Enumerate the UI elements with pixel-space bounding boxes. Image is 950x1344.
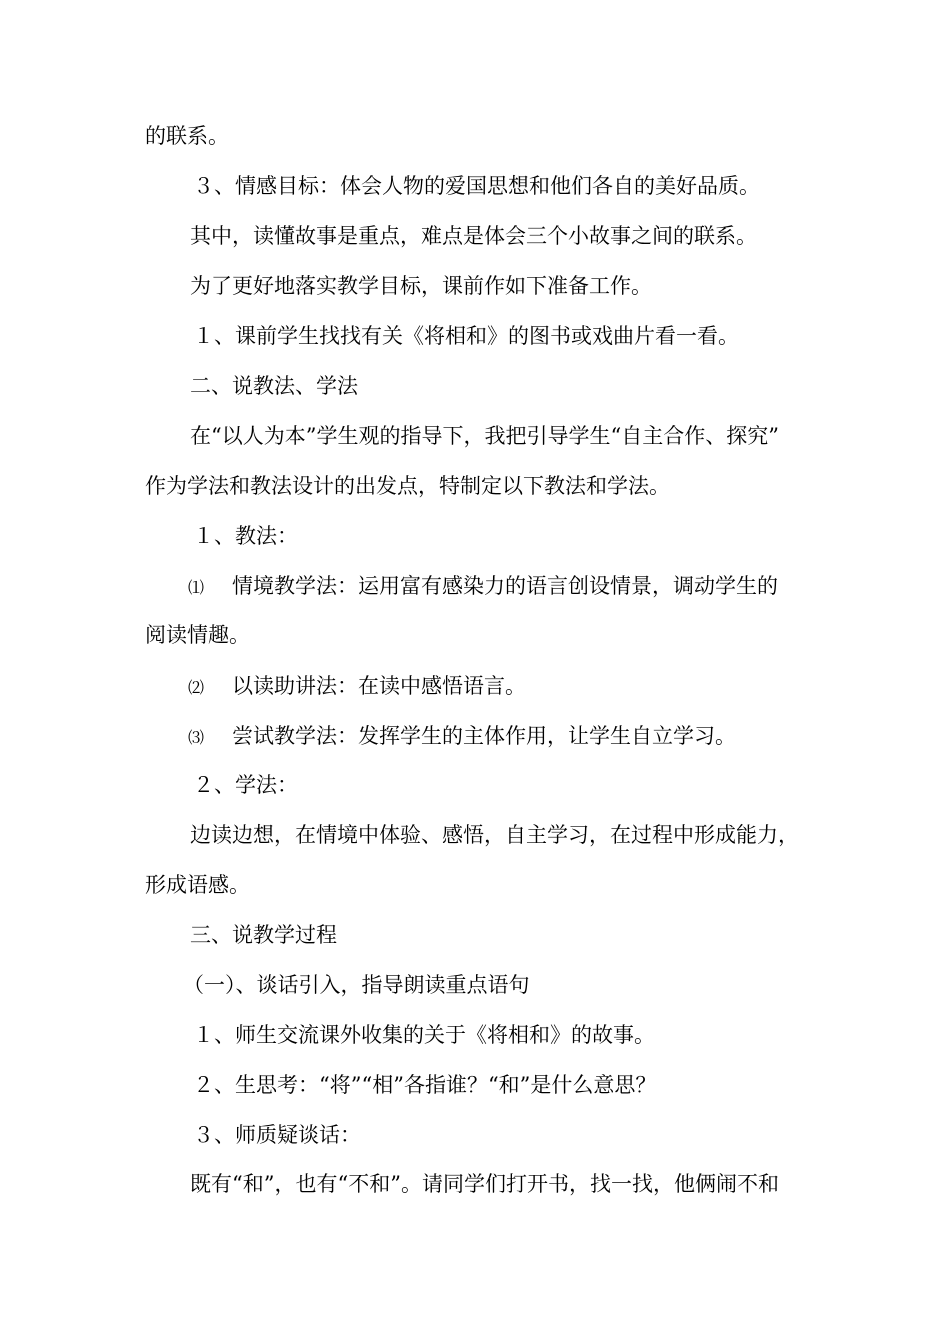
text-line-methods-intro-cont: 作为学法和教法设计的出发点，特制定以下教法和学法。 [145,474,670,498]
text-line-learning-cont: 形成语感。 [145,873,250,897]
text-line-step-1-item-2: ２、生思考：“将”“相”各指谁？“和”是什么意思？ [193,1073,657,1097]
list-item-method-2 [188,672,868,702]
text-line-teacher-talk: 既有“和”，也有“不和”。请同学们打开书，找一找，他俩闹不和 [190,1172,779,1196]
text-line-step-1-item-1: １、师生交流课外收集的关于《将相和》的故事。 [193,1023,655,1047]
list-marker: ⑴ [188,578,205,597]
text-line-learning: 边读边想，在情境中体验、感悟，自主学习，在过程中形成能力， [190,823,799,847]
list-item-text: 尝试教学法：发挥学生的主体作用，让学生自立学习。 [232,724,736,748]
text-line-method-1-cont: 阅读情趣。 [145,623,250,647]
text-line-methods-intro: 在“以人为本”学生观的指导下，我把引导学生“自主合作、探究” [190,424,779,448]
subheading-learning-method: ２、学法： [193,773,298,797]
text-line-preparation: 为了更好地落实教学目标，课前作如下准备工作。 [190,274,652,298]
subheading-step-1: （一）、谈话引入，指导朗读重点语句 [183,973,530,997]
text-line-prep-item-1: １、课前学生找找有关《将相和》的图书或戏曲片看一看。 [193,324,739,348]
list-item-method-1 [188,572,868,602]
text-line-step-1-item-3: ３、师质疑谈话： [193,1123,361,1147]
subheading-teaching-method: １、教法： [193,524,298,548]
text-line-key-points: 其中，读懂故事是重点，难点是体会三个小故事之间的联系。 [190,224,757,248]
text-line-emotion-goal: ３、情感目标：体会人物的爱国思想和他们各自的美好品质。 [193,174,760,198]
list-marker: ⑶ [188,728,205,747]
list-item-text: 以读助讲法：在读中感悟语言。 [232,674,526,698]
list-item-method-3 [188,722,868,752]
text-line-continuation: 的联系。 [145,124,229,148]
section-heading-process: 三、说教学过程 [190,923,337,947]
list-item-text: 情境教学法：运用富有感染力的语言创设情景，调动学生的 [232,574,778,598]
list-marker: ⑵ [188,678,205,697]
section-heading-methods: 二、说教法、学法 [190,374,358,398]
